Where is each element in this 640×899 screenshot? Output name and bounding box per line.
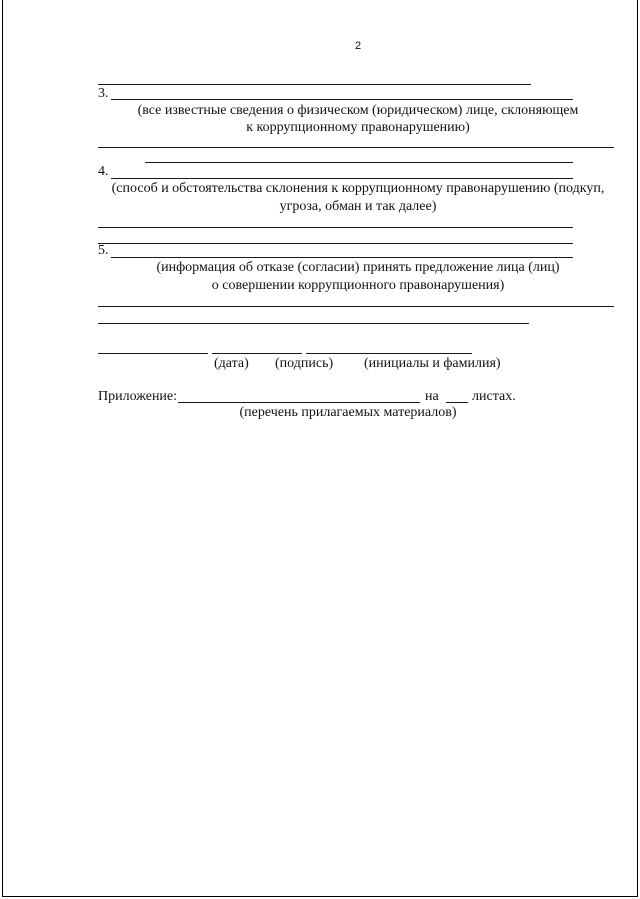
blank-line xyxy=(145,162,573,163)
signature-line xyxy=(212,353,302,354)
blank-line xyxy=(98,306,614,307)
page-number: 2 xyxy=(354,40,362,52)
section5-caption-line1: (информация об отказе (согласии) принять предложение лица (лиц) xyxy=(156,260,560,275)
blank-line xyxy=(98,147,614,148)
blank-line xyxy=(98,323,529,324)
blank-line xyxy=(98,227,573,228)
attachment-sheets-word: листах. xyxy=(472,389,516,404)
sheets-count-line xyxy=(446,402,468,403)
attachment-label: Приложение: xyxy=(98,389,178,404)
attachment-on-word: на xyxy=(425,389,439,404)
section5-caption-line2: о совершении коррупционного правонарушения) xyxy=(211,278,505,293)
blank-line xyxy=(111,178,573,179)
date-label: (дата) xyxy=(214,356,249,371)
blank-line xyxy=(111,257,573,258)
blank-line xyxy=(98,243,573,244)
blank-line xyxy=(98,84,531,85)
item-number-5: 5. xyxy=(98,243,109,258)
section4-caption-line1: (способ и обстоятельства склонения к коррупционному правонарушению (подкуп, xyxy=(111,181,605,196)
name-label: (инициалы и фамилия) xyxy=(364,356,501,371)
signature-label: (подпись) xyxy=(275,356,334,371)
blank-line xyxy=(111,99,573,100)
date-line xyxy=(98,353,208,354)
name-line xyxy=(306,353,472,354)
attachment-caption: (перечень прилагаемых материалов) xyxy=(239,405,457,420)
attachment-line xyxy=(178,402,420,403)
item-number-3: 3. xyxy=(98,86,109,101)
section4-caption-line2: угроза, обман и так далее) xyxy=(279,199,437,214)
section3-caption-line1: (все известные сведения о физическом (юридическом) лице, склоняющем xyxy=(137,103,579,118)
item-number-4: 4. xyxy=(98,164,109,179)
section3-caption-line2: к коррупционному правонарушению) xyxy=(246,120,470,135)
